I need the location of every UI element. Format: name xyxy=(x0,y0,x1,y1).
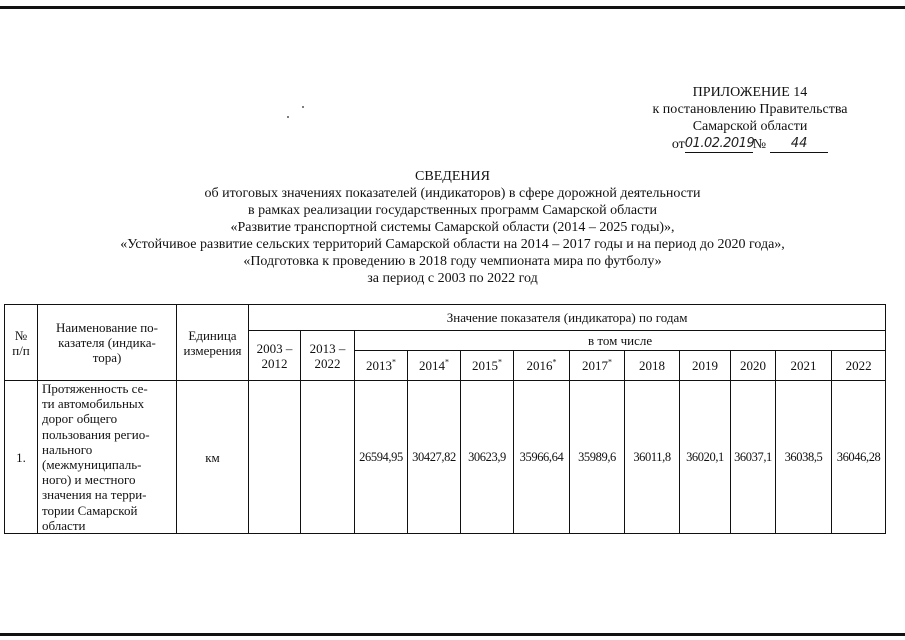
handwritten-number: 44 xyxy=(770,135,828,153)
header-range-2013-2022: 2013 – 2022 xyxy=(301,331,355,381)
header-year: 2016* xyxy=(514,351,570,381)
number-label: № xyxy=(752,137,767,152)
appendix-block xyxy=(600,84,900,153)
heading-line: в рамках реализации государственных программ Самарской области xyxy=(248,203,657,218)
row-range-2013-2022 xyxy=(301,381,355,534)
header-year: 2018 xyxy=(625,351,680,381)
from-label: от xyxy=(671,137,685,152)
scan-edge-top xyxy=(0,6,905,9)
header-including: в том числе xyxy=(355,331,886,351)
heading-line: «Подготовка к проведению в 2018 году чемпионата мира по футболу» xyxy=(243,254,662,269)
row-value: 26594,95 xyxy=(355,381,408,534)
row-value: 30427,82 xyxy=(408,381,461,534)
heading-line: «Устойчивое развитие сельских территорий Самарской области на 2014 – 2017 годы и на период до 2020 года», xyxy=(120,237,785,252)
row-name: Протяженность се- ти автомобильных дорог общего пользования регио- нального (межмуниципаль- ного) и местного значения на терри- тории Самарской области xyxy=(38,381,177,534)
header-year: 2013* xyxy=(355,351,408,381)
row-value: 30623,9 xyxy=(461,381,514,534)
scan-speck xyxy=(302,106,304,108)
footnote-mark: * xyxy=(608,357,612,367)
header-year: 2022 xyxy=(832,351,886,381)
appendix-line: Самарской области xyxy=(692,119,808,134)
header-year: 2015* xyxy=(461,351,514,381)
row-value: 35966,64 xyxy=(514,381,570,534)
footnote-mark: * xyxy=(445,357,449,367)
header-year: 2021 xyxy=(776,351,832,381)
header-year: 2019 xyxy=(680,351,731,381)
header-unit: Единица измерения xyxy=(177,305,249,381)
row-value: 35989,6 xyxy=(570,381,625,534)
header-year: 2014* xyxy=(408,351,461,381)
footnote-mark: * xyxy=(552,357,557,367)
heading-line: «Развитие транспортной системы Самарской области (2014 – 2025 годы)», xyxy=(230,220,675,235)
row-value: 36038,5 xyxy=(776,381,832,534)
appendix-title: ПРИЛОЖЕНИЕ 14 xyxy=(692,85,808,100)
table-row xyxy=(5,381,886,534)
heading-line: за период с 2003 по 2022 год xyxy=(367,271,538,286)
row-range-2003-2012 xyxy=(249,381,301,534)
row-value: 36046,28 xyxy=(832,381,886,534)
row-number: 1. xyxy=(5,381,38,534)
appendix-date-number xyxy=(600,135,900,153)
header-values: Значение показателя (индикатора) по годам xyxy=(249,305,886,331)
row-value: 36020,1 xyxy=(680,381,731,534)
heading-line: об итоговых значениях показателей (индикаторов) в сфере дорожной деятельности xyxy=(204,186,701,201)
heading-title: СВЕДЕНИЯ xyxy=(415,169,490,184)
handwritten-date: 01.02.2019 xyxy=(684,136,755,151)
scan-speck xyxy=(287,116,289,118)
header-year: 2017* xyxy=(570,351,625,381)
row-unit: км xyxy=(177,381,249,534)
row-value: 36011,8 xyxy=(625,381,680,534)
header-range-2003-2012: 2003 – 2012 xyxy=(249,331,301,381)
footnote-mark: * xyxy=(392,357,396,367)
header-year: 2020 xyxy=(731,351,776,381)
header-name: Наименование по- казателя (индика- тора) xyxy=(38,305,177,381)
appendix-line: к постановлению Правительства xyxy=(652,102,848,117)
scan-edge-bottom xyxy=(0,633,905,636)
footnote-mark: * xyxy=(498,357,502,367)
header-num: № п/п xyxy=(5,305,38,381)
row-value: 36037,1 xyxy=(731,381,776,534)
indicator-table xyxy=(4,304,886,534)
document-heading xyxy=(0,168,905,287)
